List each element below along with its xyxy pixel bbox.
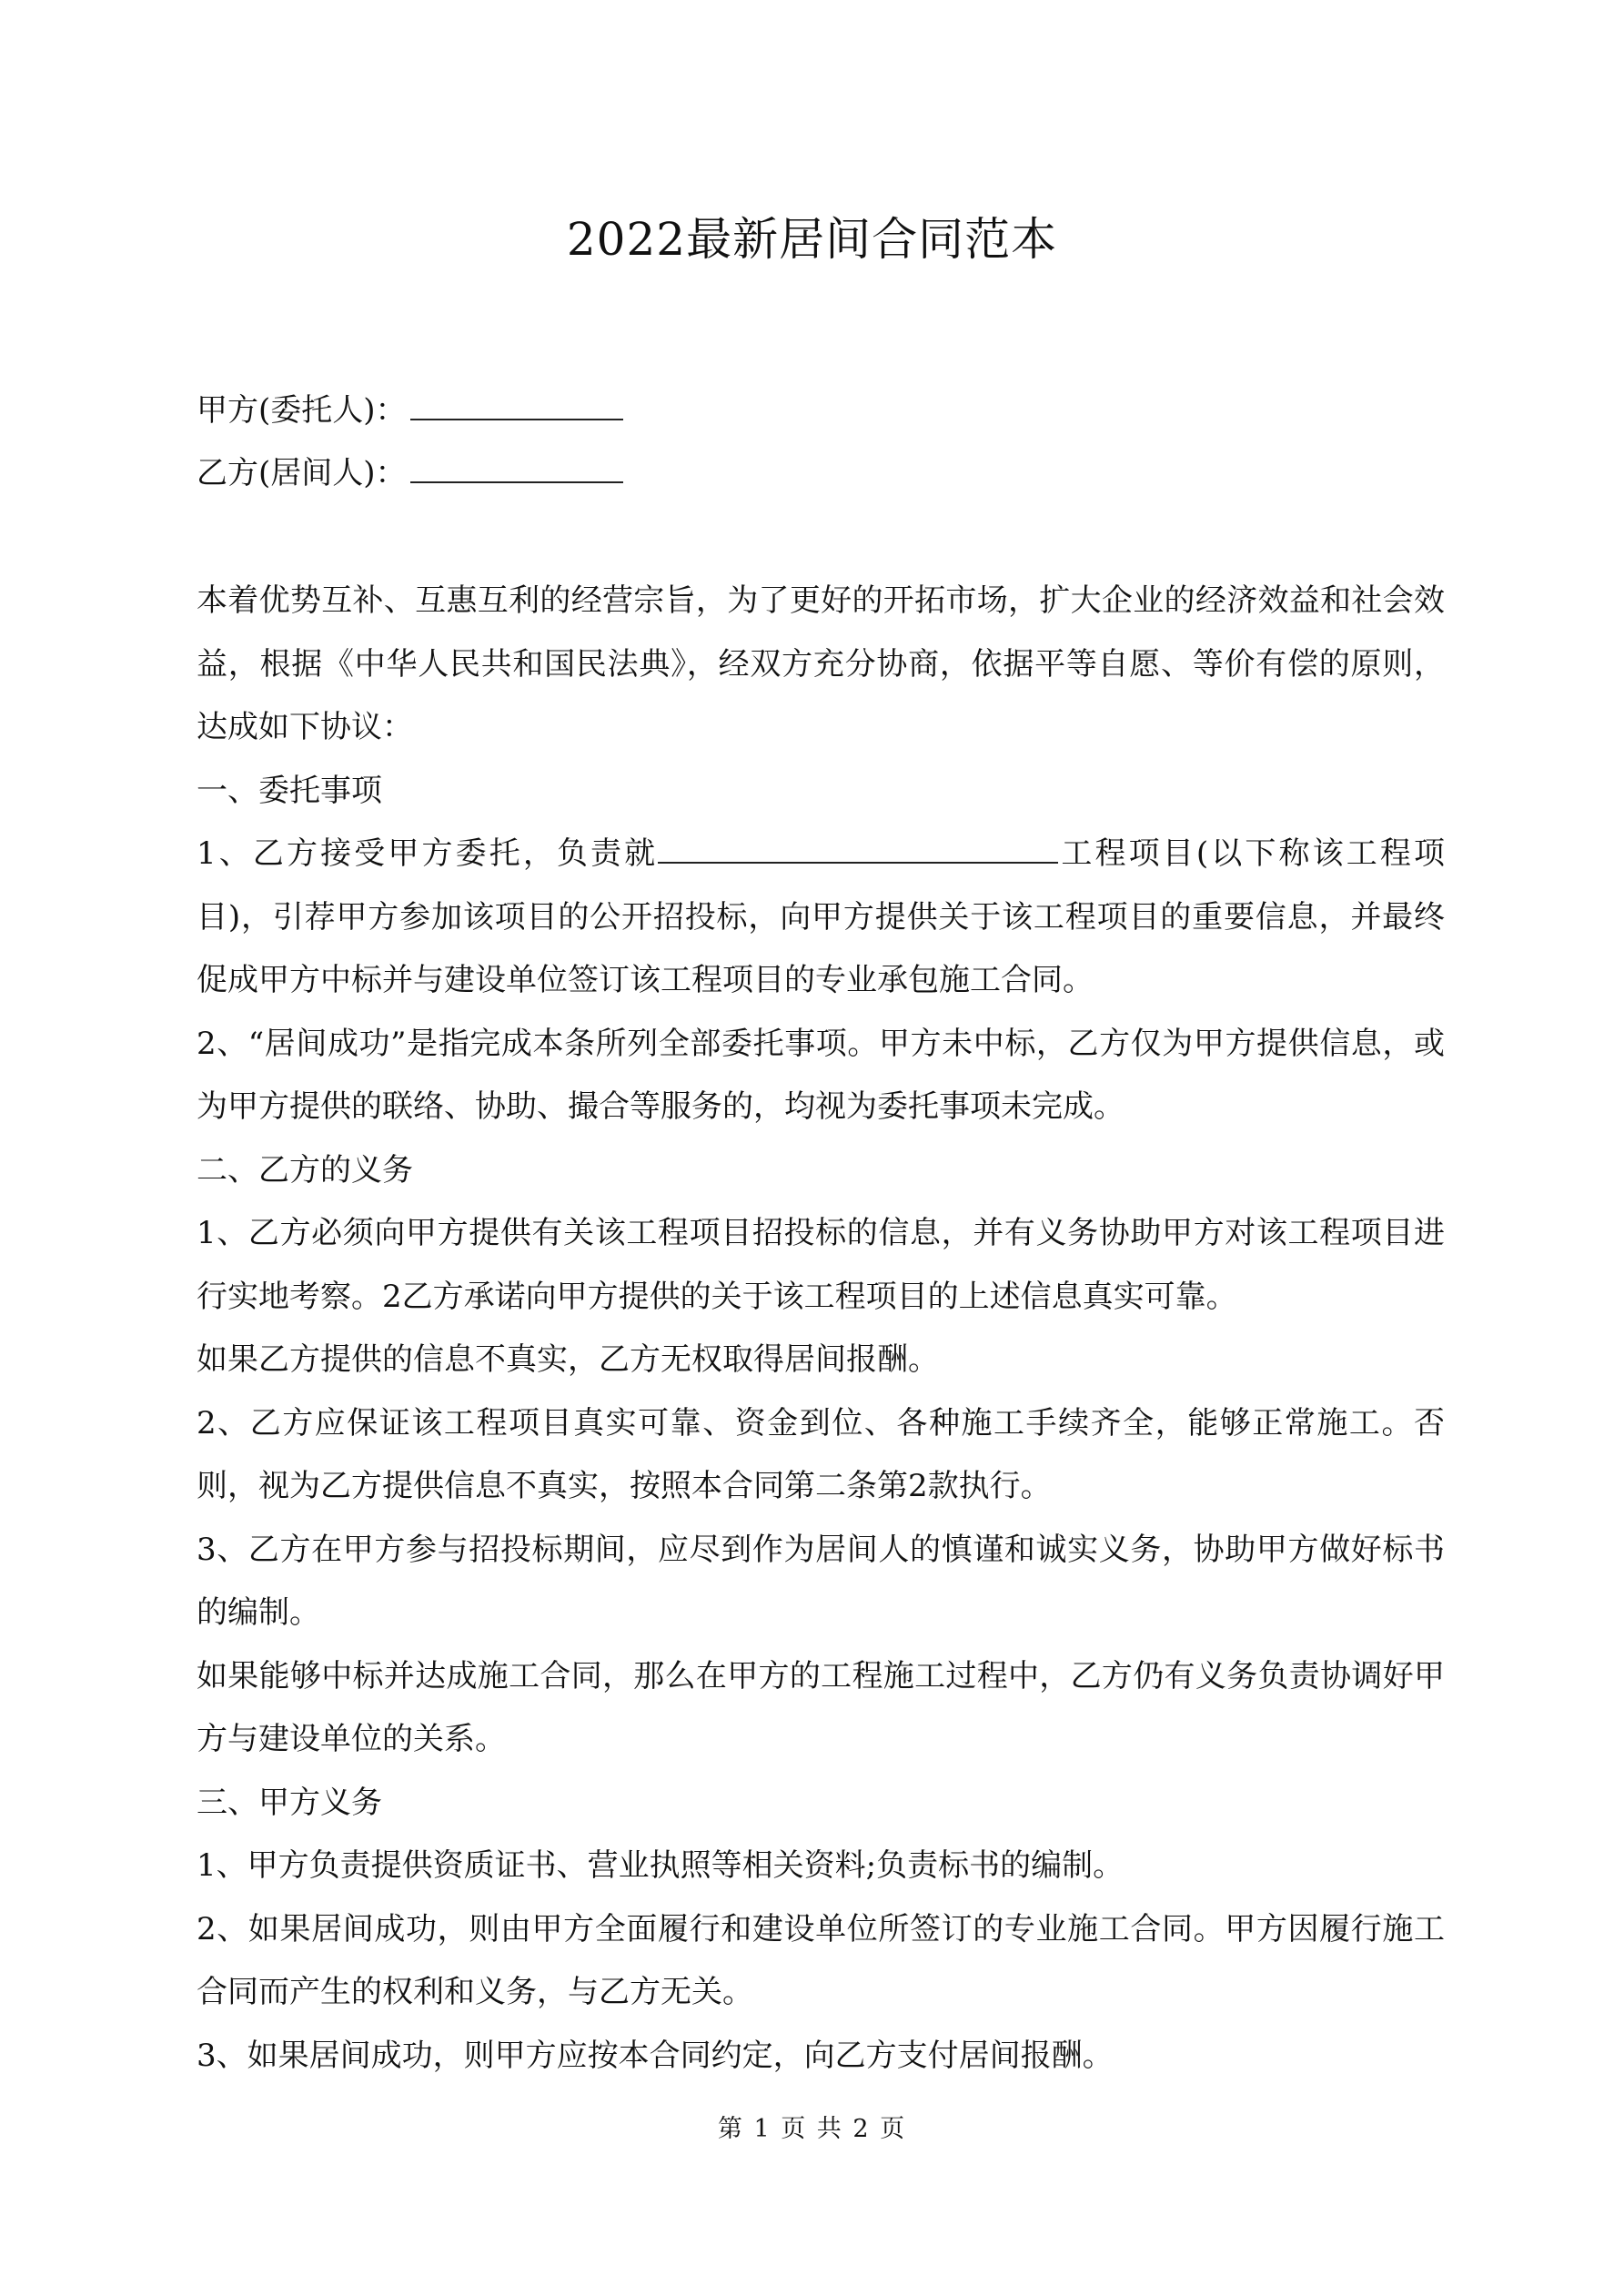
- section-1-item-1-post: 工程项目(以下称该工程项目)，引荐甲方参加该项目的公开招投标，向甲方提供关于该工程项目的重要信息，并最终促成甲方中标并与建设单位签订该工程项目的专业承包施工合同。: [197, 835, 1445, 998]
- intro-paragraph: 本着优势互补、互惠互利的经营宗旨，为了更好的开拓市场，扩大企业的经济效益和社会效益，根据《中华人民共和国民法典》，经双方充分协商，依据平等自愿、等价有偿的原则，达成如下协议：: [197, 582, 1445, 745]
- section-2-item-3: 3、乙方在甲方参与招投标期间，应尽到作为居间人的慎谨和诚实义务，协助甲方做好标书的编制。: [197, 1531, 1445, 1631]
- section-3-item-2: 2、如果居间成功，则由甲方全面履行和建设单位所签订的专业施工合同。甲方因履行施工合同而产生的权利和义务，与乙方无关。: [197, 1910, 1445, 2010]
- section-3-item-1: 1、甲方负责提供资质证书、营业执照等相关资料;负责标书的编制。: [197, 1847, 1125, 1884]
- section-1-item-2: 2、“居间成功”是指完成本条所列全部委托事项。甲方未中标，乙方仅为甲方提供信息，或为甲方提供的联络、协助、撮合等服务的，均视为委托事项未完成。: [197, 1025, 1445, 1125]
- project-name-blank: [658, 831, 1058, 864]
- section-2-item-2: 2、乙方应保证该工程项目真实可靠、资金到位、各种施工手续齐全，能够正常施工。否则，视为乙方提供信息不真实，按照本合同第二条第2款执行。: [197, 1404, 1445, 1504]
- section-2-item-1: 1、乙方必须向甲方提供有关该工程项目招投标的信息，并有义务协助甲方对该工程项目进行实地考察。2乙方承诺向甲方提供的关于该工程项目的上述信息真实可靠。: [197, 1215, 1445, 1315]
- section-3-heading: 三、甲方义务: [197, 1784, 382, 1821]
- section-1-item-1: [197, 823, 1445, 1013]
- page-footer: 第 1 页 共 2 页: [717, 2115, 907, 2143]
- contract-body: [197, 570, 1445, 2088]
- party-b-line: [197, 450, 623, 495]
- party-b-label: 乙方(居间人)：: [197, 455, 407, 491]
- document-title: 2022最新居间合同范本: [566, 213, 1058, 266]
- section-1-heading: 一、委托事项: [197, 772, 382, 809]
- party-a-blank: [410, 388, 623, 420]
- section-3-item-3: 3、如果居间成功，则甲方应按本合同约定，向乙方支付居间报酬。: [197, 2037, 1114, 2074]
- party-b-blank: [410, 450, 623, 483]
- section-1-item-1-pre: 1、乙方接受甲方委托，负责就: [197, 835, 659, 872]
- section-2-item-1-continued: 如果乙方提供的信息不真实，乙方无权取得居间报酬。: [197, 1341, 939, 1378]
- party-a-line: [197, 388, 623, 432]
- party-a-label: 甲方(委托人)：: [197, 392, 407, 429]
- section-2-item-3-continued: 如果能够中标并达成施工合同，那么在甲方的工程施工过程中，乙方仍有义务负责协调好甲方与建设单位的关系。: [197, 1657, 1445, 1757]
- section-2-heading: 二、乙方的义务: [197, 1151, 413, 1188]
